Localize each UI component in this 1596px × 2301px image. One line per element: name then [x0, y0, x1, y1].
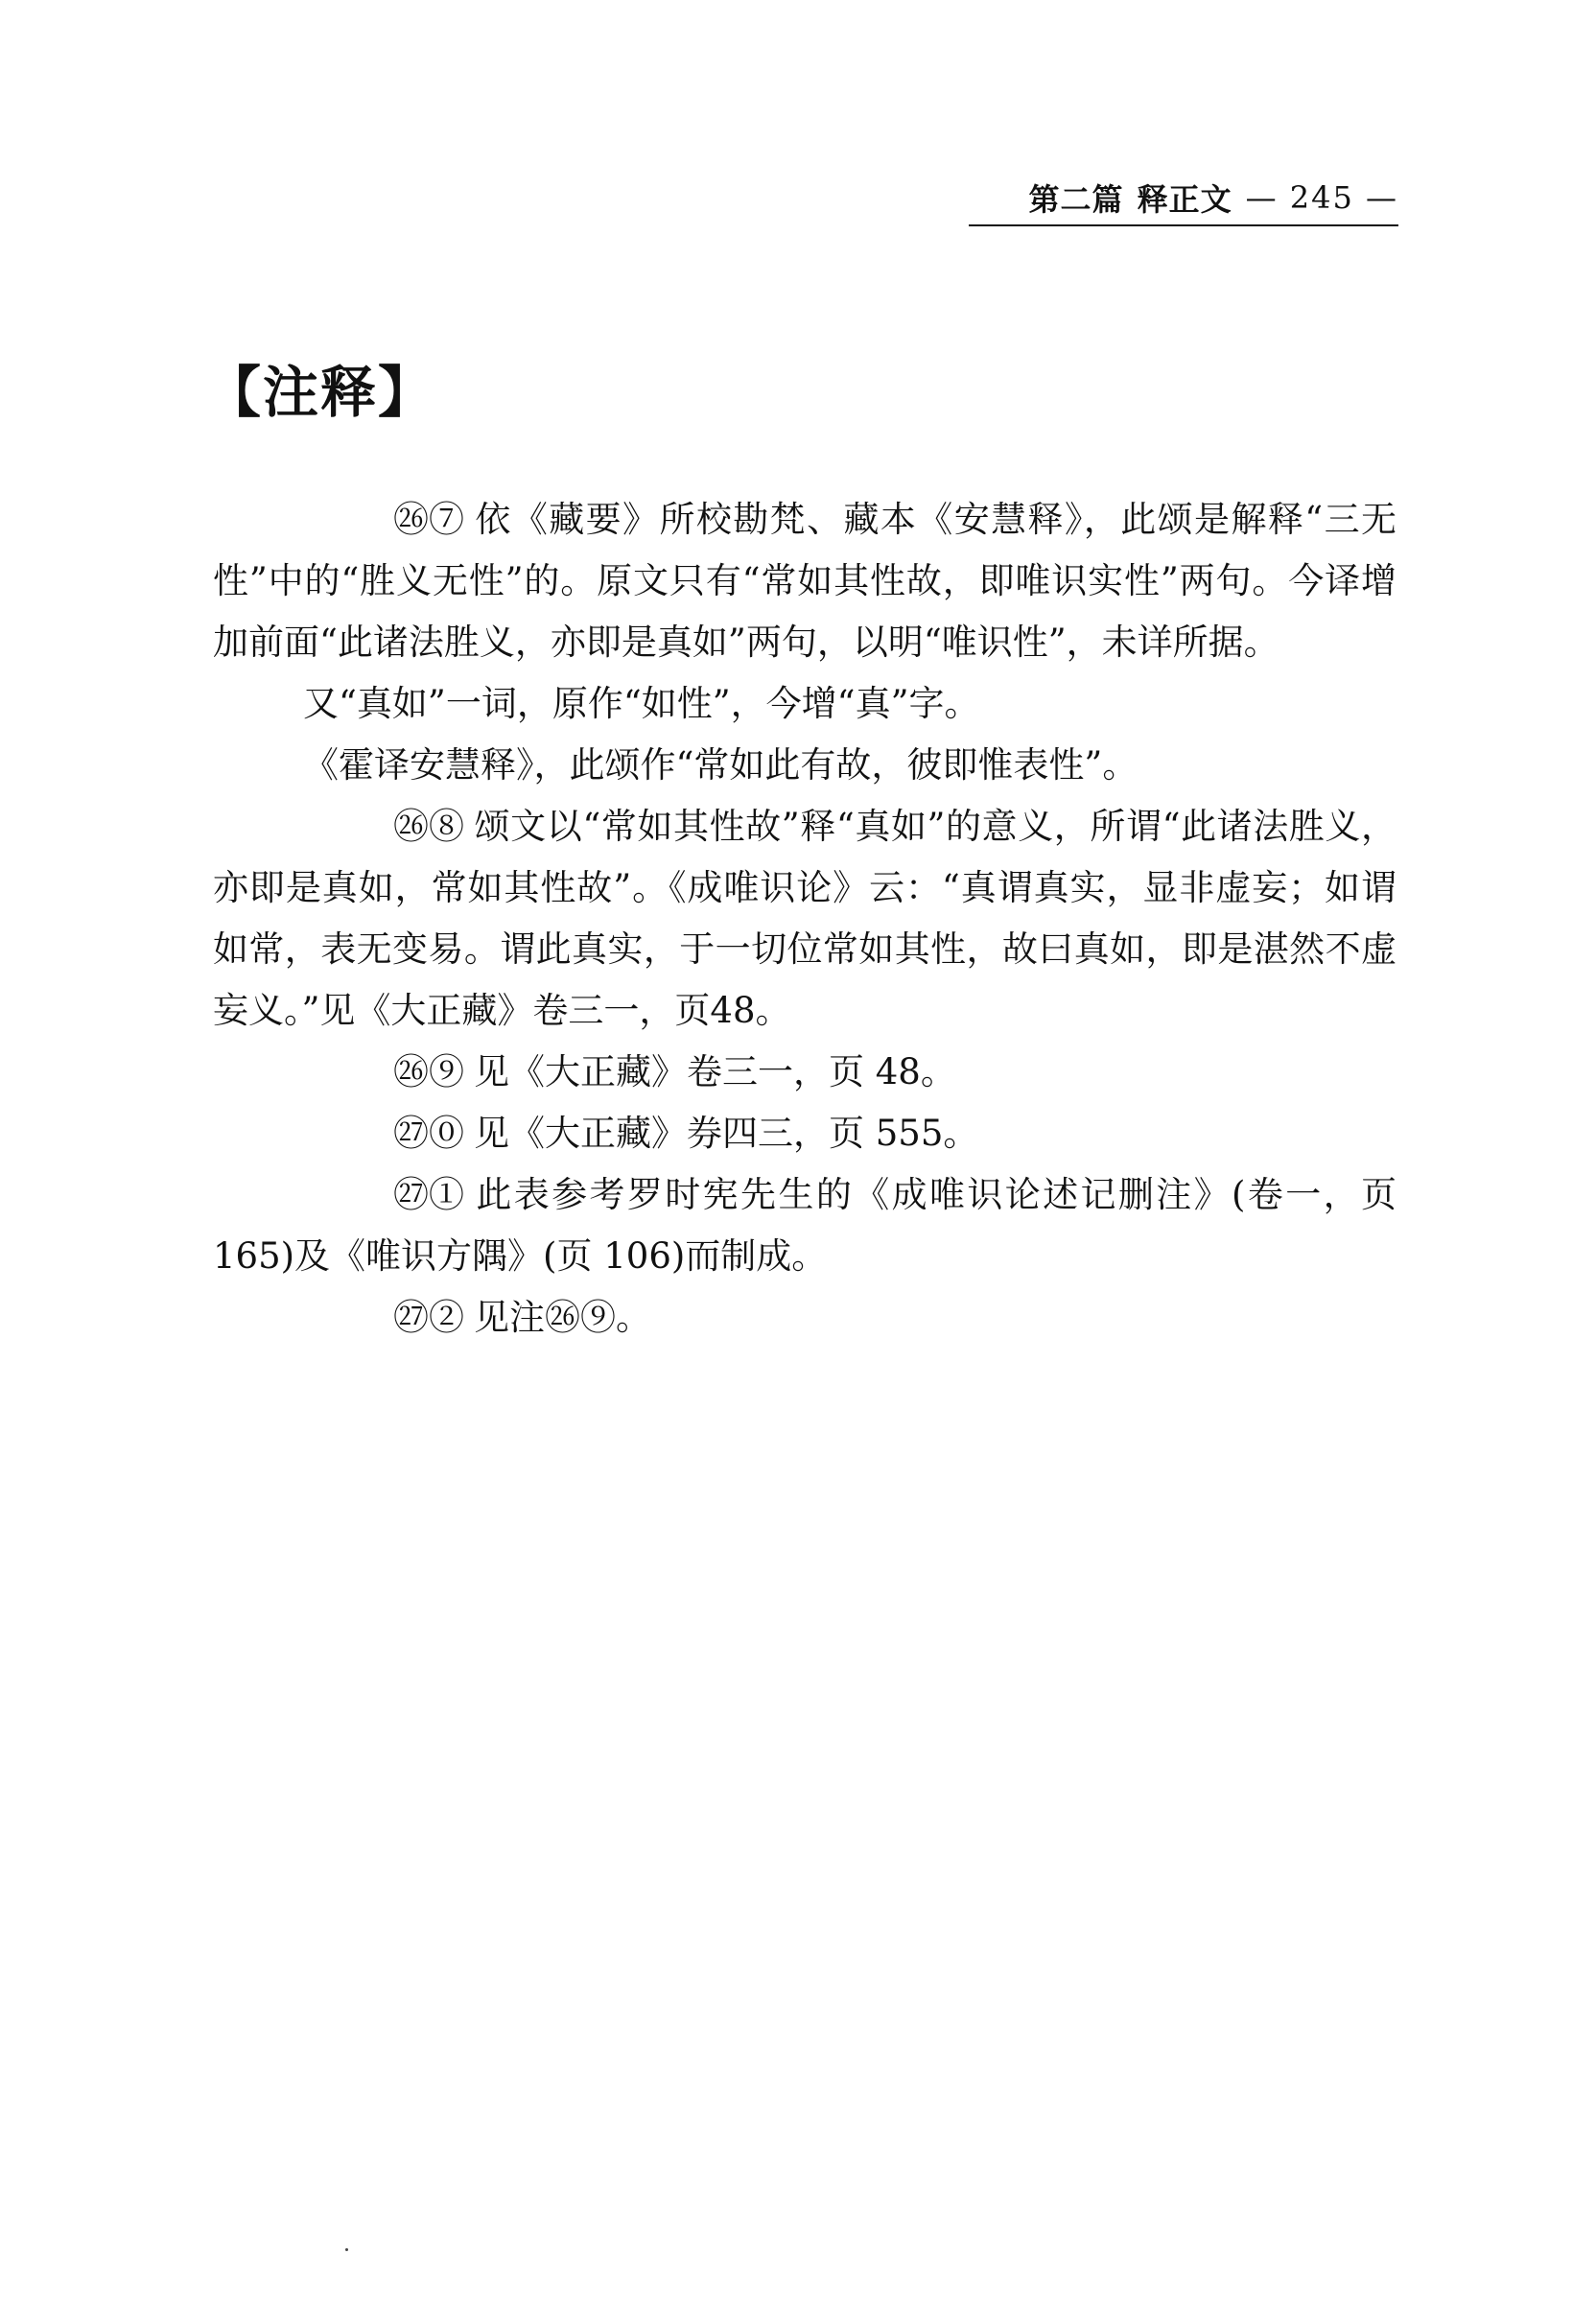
note-271: [213, 1164, 1396, 1287]
note-text: 《霍译安慧释》，此颂作“常如此有故，彼即惟表性”。: [303, 744, 1138, 786]
page-number: — 245 —: [1245, 179, 1398, 216]
header-rule: [969, 224, 1398, 226]
note-text: 此表参考罗时宪先生的《成唯识论述记删注》(卷一，页 165)及《唯识方隅》(页 106)而制成。: [213, 1174, 1396, 1277]
header-part: 第二篇: [1028, 181, 1124, 218]
note-marker: ㉖⑧: [393, 806, 464, 847]
note-269: [213, 1042, 1396, 1103]
note-marker: ㉗⓪: [393, 1113, 464, 1154]
note-270: [213, 1103, 1396, 1164]
note-text: 见《大正藏》券四三，页 555。: [474, 1113, 979, 1154]
note-text: 又“真如”一词，原作“如性”，今增“真”字。: [303, 683, 980, 724]
note-text: 见《大正藏》卷三一，页 48。: [474, 1051, 956, 1092]
notes-body: [213, 489, 1396, 1349]
note-272: [213, 1287, 1396, 1349]
note-text: 依《藏要》所校勘梵、藏本《安慧释》，此颂是解释“三无性”中的“胜义无性”的。原文只有“常如其性故，即唯识实性”两句。今译增加前面“此诸法胜义，亦即是真如”两句，以明“唯识性”，未详所据。: [213, 499, 1396, 663]
scan-speck: [345, 2248, 348, 2251]
note-marker: ㉖⑨: [393, 1051, 464, 1092]
note-text: 颂文以“常如其性故”释“真如”的意义，所谓“此诸法胜义，亦即是真如，常如其性故”。《成唯识论》云：“真谓真实，显非虚妄；如谓如常，表无变易。谓此真实，于一切位常如其性，故曰真如，即是湛然不虚妄义。”见《大正藏》卷三一，页48。: [213, 806, 1396, 1031]
running-header: [959, 176, 1398, 219]
header-chapter: 释正文: [1137, 181, 1232, 218]
section-title: 【注释】: [205, 360, 436, 425]
note-268: [213, 796, 1396, 1042]
note-text: 见注㉖⑨。: [474, 1297, 651, 1338]
note-marker: ㉖⑦: [393, 499, 464, 540]
note-267: [213, 489, 1396, 673]
note-267-continuation-2: [213, 735, 1396, 796]
note-marker: ㉗②: [393, 1297, 464, 1338]
note-marker: ㉗①: [393, 1174, 464, 1215]
note-267-continuation-1: [213, 673, 1396, 735]
